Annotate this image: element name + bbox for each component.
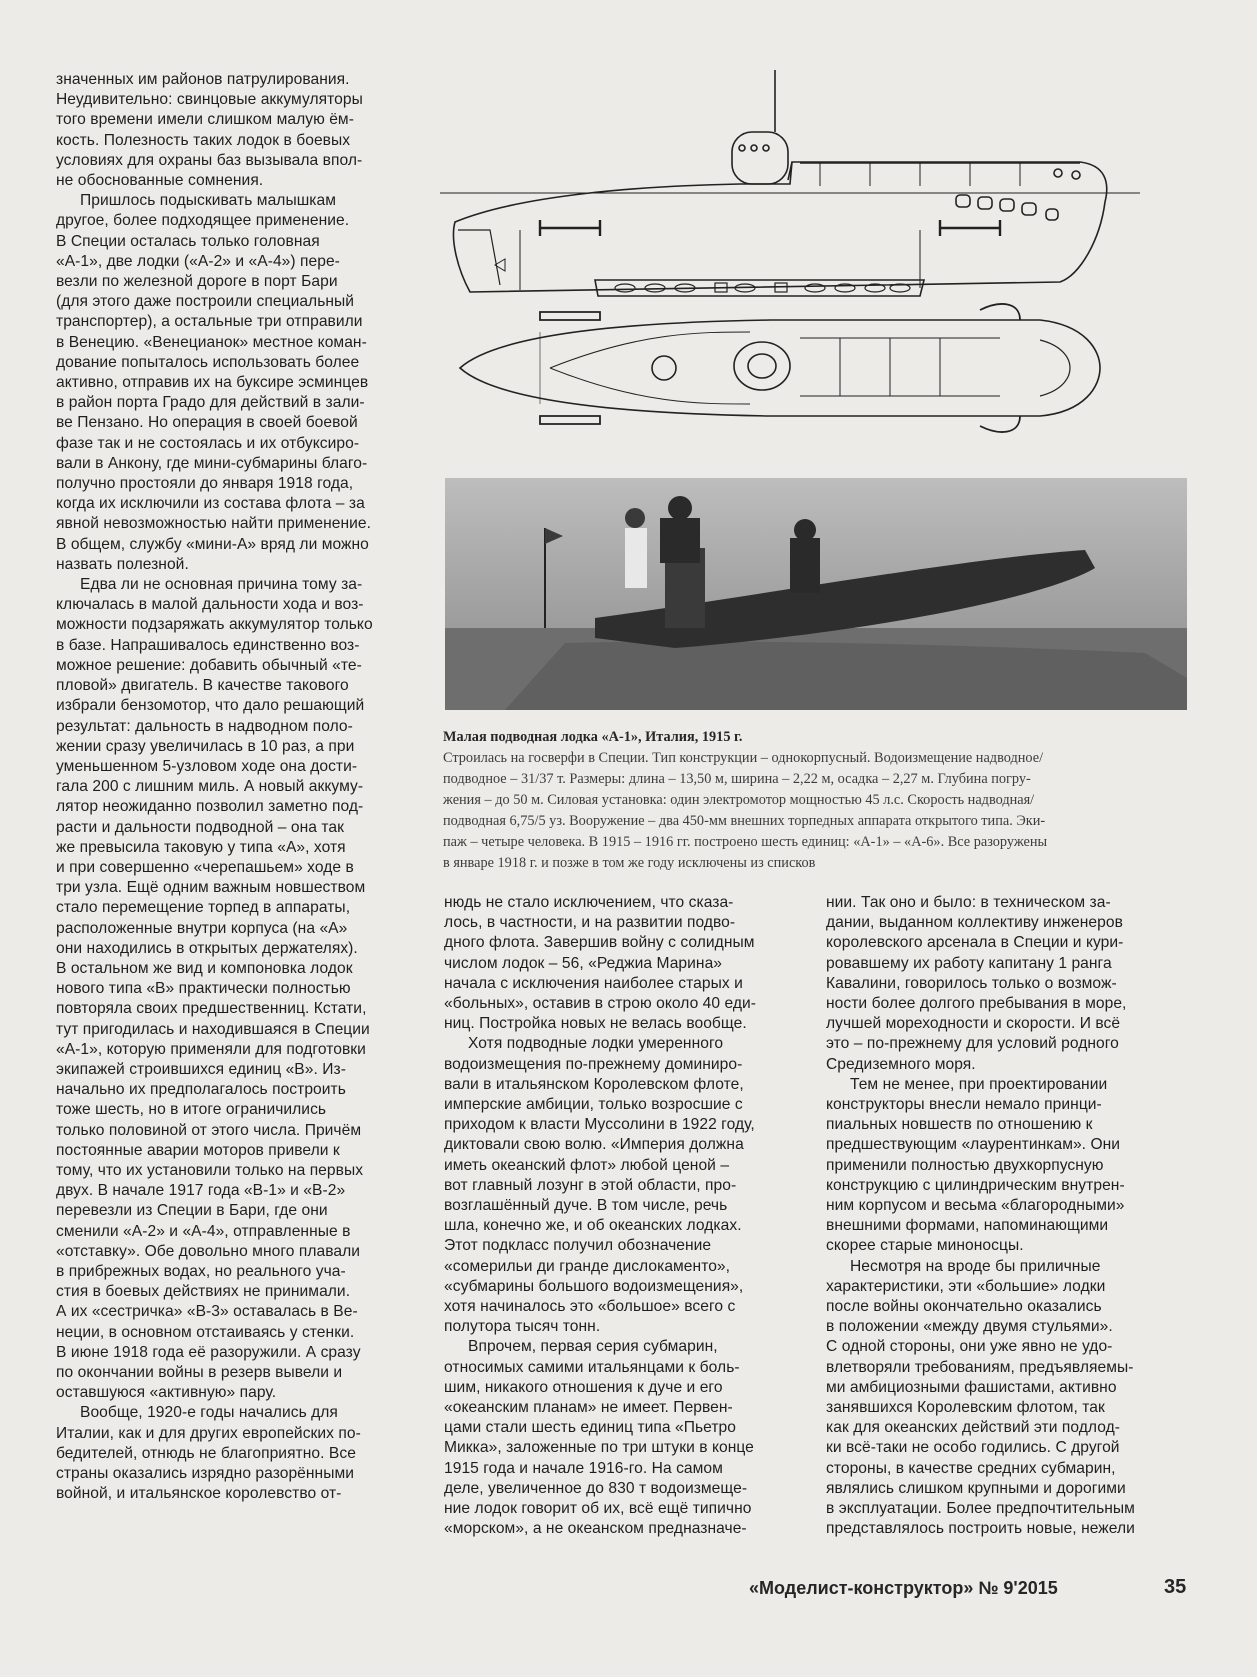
submarine-photo	[445, 478, 1187, 710]
article-paragraph: нюдь не стало исключением, что сказа- лось, в частности, и на развитии подво- дного флота. Завершив войну с солидным числом лодок – 56, «Реджиа Марина» начала с исключения наиболее старых и «больных», оставив в строю около 40 еди- ниц. Постройка новых не велась вообще.	[444, 894, 757, 1033]
article-paragraph: Вообще, 1920-е годы начались для Италии, как и для других европейских по- бедителей, отнюдь не благоприятно. Все страны оказались изрядно разорёнными войной, и итальянское королевство от-	[56, 1404, 361, 1503]
conning-tower	[732, 132, 788, 184]
wake	[505, 641, 1187, 710]
article-paragraph: Пришлось подыскивать малышкам другое, более подходящее применение. В Специи осталась только головная «А-1», две лодки («А-2» и «А-4») пере- везли по железной дороге в порт Бари (для этого даже построили специальный транспортер), а остальные три отправили в Венецию. «Венецианок» местное коман- дование попыталось использовать более активно, отправив их на буксире эсминцев в район порта Градо для действий в зали- ве Пензано. Но операция в своей боевой фазе так и не состоялась и их отбуксиро- вали в Анкону, где мини-субмарины благо- получно простояли до января 1918 года, когда их исключили из состава флота – за явной невозможностью найти применение. В общем, службу «мини-А» вряд ли можно назвать полезной.	[56, 192, 372, 573]
caption-body: Строилась на госверфи в Специи. Тип конструкции – однокорпусный. Водоизмещение надводное/ подводное – 31/37 т. Размеры: длина – 13,50 м, ширина – 2,22 м, осадка – 2,27 м. Глубина погру- жения – до 50 м. Силовая установка: один электромотор мощностью 45 л.с. Скорость надводная/ подводная 6,75/5 уз. Вооружение – два 450-мм внешних торпедных аппарата открытого типа. Эки- паж – четыре человека. В 1915 – 1916 гг. построено шесть единиц: «А-1» – «А-6». Все разоружены в январе 1918 г. и позже в том же году исключены из списков	[443, 750, 1048, 871]
article-paragraph: Едва ли не основная причина тому за- ключалась в малой дальности хода и воз- можности подзаряжать аккумулятор только в базе. Напрашивалось единственно воз- можное решение: добавить обычный «те- пловой» двигатель. В качестве такового избрали бензомотор, что дало решающий результат: дальность в надводном поло- жении сразу увеличилась в 10 раз, а при уменьшенном 5-узловом ходе она дости- гала 200 с лишним миль. А новый аккуму- лятор неожиданно позволил заметно под- расти и дальности подводной – она так же превысила таковую у типа «А», хотя и при совершенно «черепашьем» ходе в три узла. Ещё одним важным новшеством стало перемещение торпед в аппараты, расположенные внутри корпуса (на «А» они находились в открытых держателях). В остальном же вид и компоновка лодок нового типа «В» практически полностью повторяла своих предшественниц. Кстати, тут пригодилась и находившаяся в Специи «А-1», которую применяли для подготовки экипажей строившихся единиц «В». Из- начально их предполагалось построить тоже шесть, но в итоге ограничились только половиной от этого числа. Причём постоянные аварии моторов привели к тому, что их установили только на первых двух. В начале 1917 года «В-1» и «В-2» перевезли из Специи в Бари, где они сменили «А-2» и «А-4», отправленные в «отставку». Обе довольно много плавали в прибрежных водах, но реального уча- стия в боевых действиях не принимали. А их «сестричка» «В-3» оставалась в Ве- неции, в основном отстаиваясь у стенки. В июне 1918 года её разоружили. А сразу по окончании войны в резерв вывели и оставшуюся «активную» пару.	[56, 576, 373, 1402]
submarine-technical-drawing	[440, 70, 1190, 470]
article-paragraph: Впрочем, первая серия субмарин, относимых самими итальянцами к боль- шим, никакого отношения к дуче и его «океанским планам» не имеет. Первен- цами стали шесть единиц типа «Пьетро Микка», заложенные по три штуки в конце 1915 года и начале 1916-го. На самом деле, увеличенное до 830 т водоизмеще- ние лодок говорит об их, всё ещё типично «морском», а не океанском предназначе-	[444, 1338, 754, 1538]
article-column-2	[444, 893, 801, 1540]
article-paragraph: Тем не менее, при проектировании конструкторы внесли немало принци- пиальных новшеств по отношению к предшествующим «лаурентинкам». Они применили полностью двухкорпусную конструкцию с цилиндрическим внутрен- ним корпусом и весьма «благородными» внешними формами, напоминающими скорее старые миноносцы.	[826, 1075, 1125, 1255]
article-paragraph: нии. Так оно и было: в техническом за- дании, выданном коллективу инженеров королевского арсенала в Специи и кури- ровавшему их работу капитану 1 ранга Кавалини, говорилось только о возмож- ности более долгого пребывания в море, лучшей мореходности и скорости. И всё это – по-прежнему для условий родного Средиземного моря.	[826, 894, 1127, 1073]
figure-caption	[443, 727, 1191, 874]
caption-title: Малая подводная лодка «А-1», Италия, 1915 г.	[443, 729, 743, 745]
keel	[595, 280, 924, 296]
article-paragraph: Несмотря на вроде бы приличные характеристики, эти «большие» лодки после войны окончательно оказались в положении «между двумя стульями». С одной стороны, они уже явно не удо- влетворяли требованиям, предъявляемы- ми амбициозными фашистами, активно занявшихся Королевским флотом, так как для океанских действий эти подлод- ки всё-таки не особо годились. С другой стороны, в качестве средних субмарин, являлись слишком крупными и дорогими в эксплуатации. Более предпочтительным представлялось построить новые, нежели	[826, 1257, 1135, 1538]
article-paragraph: Хотя подводные лодки умеренного водоизмещения по-прежнему доминиро- вали в итальянском Королевском флоте, имперские амбиции, только возросшие с приходом к власти Муссолини в 1922 году, диктовали свою волю. «Империя должна иметь океанский флот» любой ценой – вот главный лозунг в этой области, про- возглашённый дуче. В том числе, речь шла, конечно же, и об океанских лодках. Этот подкласс получил обозначение «сомерильи ди гранде дислокаменто», «субмарины большого водоизмещения», хотя начиналось это «большое» всего с полутора тысяч тонн.	[444, 1035, 755, 1336]
page-number: 35	[1164, 1576, 1187, 1598]
article-column-3	[826, 893, 1186, 1540]
article-paragraph: значенных им районов патрулирования. Неудивительно: свинцовые аккумуляторы того времени имели слишком малую ём- кость. Полезность таких лодок в боевых условиях для охраны баз вызывала впол- не обоснованные сомнения.	[56, 71, 363, 190]
hull-plan-view	[460, 320, 1100, 416]
article-column-1	[56, 70, 412, 1504]
footer-magazine-title: «Моделист-конструктор» № 9'2015	[749, 1578, 1058, 1598]
